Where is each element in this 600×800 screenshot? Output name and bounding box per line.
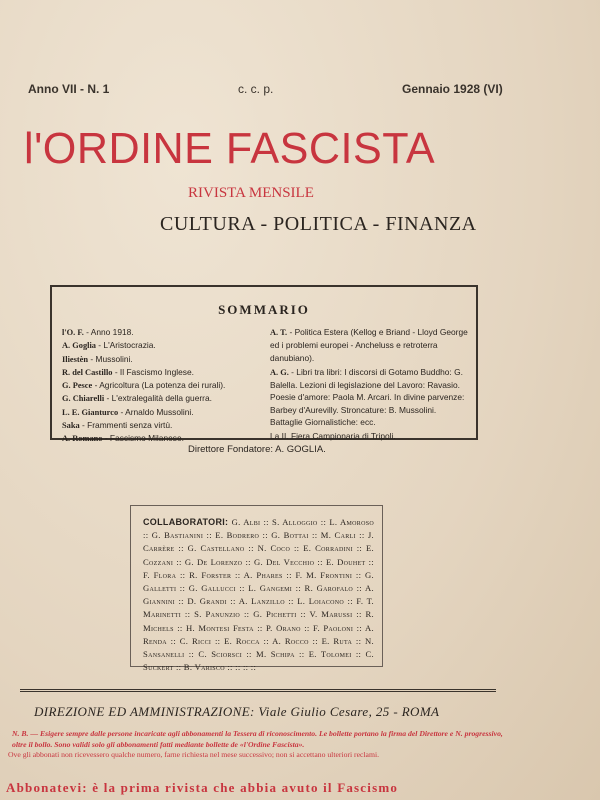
toc-left-column (62, 326, 267, 446)
note-2: Ove gli abbonati non ricevessero qualche numero, farne richiesta nel mese successivo; non si accettano ulteriori reclami. (8, 750, 379, 759)
toc-entry (62, 353, 267, 366)
toc-entry (62, 419, 267, 432)
toc-article-title: - L'extralegalità della guerra. (106, 393, 212, 404)
toc-entry (62, 406, 267, 419)
toc-author: A. Romano (62, 434, 103, 444)
toc-right-column (270, 326, 470, 445)
toc-author: G. Chiarelli (62, 394, 105, 404)
collaborators-label: COLLABORATORI: (143, 517, 229, 527)
toc-article-title: - Agricoltura (La potenza dei rurali). (94, 380, 226, 391)
divider (20, 689, 496, 692)
toc-author: A. G. (270, 367, 289, 377)
toc-entry (62, 326, 267, 339)
administration-address: DIREZIONE ED AMMINISTRAZIONE: Viale Giulio Cesare, 25 - ROMA (34, 704, 440, 719)
toc-article-title: - Arnaldo Mussolini. (120, 406, 194, 417)
toc-author: G. Pesce (62, 381, 93, 391)
magazine-title: l'ORDINE FASCISTA (24, 124, 436, 173)
issue-date: Gennaio 1928 (VI) (402, 82, 503, 96)
toc-author: l'O. F. (62, 328, 84, 337)
ccp-label: c. c. p. (238, 82, 274, 96)
toc-article-title: - Libri tra libri: I discorsi di Gotamo Buddho: G. Balella. Lezioni di legislazione del Lavoro: Ravasio. Poesie d'amore: Paola M. Arcari. In divine parvenze: Barbey d'Aurevilly. Stroncature: B. Mussolini. Battaglie Giornalistiche: ecc. (270, 366, 465, 428)
toc-author: A. T. (270, 328, 288, 337)
toc-title: SOMMARIO (218, 302, 310, 317)
toc-author: R. del Castillo (62, 367, 113, 377)
toc-article-title: - L'Aristocrazia. (98, 340, 156, 351)
toc-article-title: - Frammenti senza virtù. (82, 420, 173, 431)
toc-entry (270, 366, 470, 428)
toc-entry (270, 326, 470, 364)
issue-number: Anno VII - N. 1 (28, 82, 110, 96)
toc-entry (62, 392, 267, 405)
toc-entry (270, 430, 470, 442)
toc-article-title: La II. Fiera Campionaria di Tripoli. (270, 431, 396, 442)
toc-article-title: - Politica Estera (Kellog e Briand - Lloyd George ed i problemi europei - Ancheluss e retroterra danubiano). (270, 327, 468, 363)
subscription-notes (4, 729, 504, 761)
toc-author: L. E. Gianturco (62, 407, 119, 417)
table-of-contents (50, 285, 478, 444)
collaborators-names: G. Albi :: S. Alloggio :: L. Amoroso :: G. Bastianini :: E. Bodrero :: G. Bottai :: M. Carli :: J. Carrère :: G. Castellano :: N. Coco :: E. Corradini :: E. Cozzani :: G. De Lorenzo :: G. Del Vecchio :: E. Douhet :: F. Flora :: R. Forster :: A. Phares :: F. M. Frontini :: G. Galletti :: G. Gallucci :: L. Gangemi :: R. Garofalo :: A. Giannini :: D. Grandi :: A. Lanzillo :: L. Loiacono :: F. T. Marinetti :: S. Panunzio :: G. Pichetti :: V. Marussi :: R. Michels :: H. Montesi Festa :: P. Orano :: F. Paoloni :: A. Renda :: C. Ricci :: E. Rocca :: A. Rocco :: E. Ruta :: N. Sansanelli :: C. Sciorsci :: M. Schipa :: E. Tolomei :: C. Suckert :: B. Varisco :: :: :: :: (143, 517, 375, 673)
toc-entry (62, 366, 267, 379)
toc-author: Saka (62, 421, 80, 431)
subscribe-slogan: Abbonatevi: è la prima rivista che abbia avuto il Fascismo (6, 780, 399, 795)
magazine-subtitle: RIVISTA MENSILE (188, 185, 314, 201)
magazine-topics: CULTURA - POLITICA - FINANZA (160, 213, 477, 235)
note-1: N. B. — Esigere sempre dalle persone incaricate agli abbonamenti la Tessera di riconoscimento. Le bollette portano la firma del Direttore e N. progressivo, oltre il bollo. Sono validi solo gli abbonamenti fatti mediante bollette de «l'Ordine Fascista». (12, 729, 503, 749)
toc-article-title: - Fascismo Milanese. (104, 433, 184, 444)
director-line: Direttore Fondatore: A. GOGLIA. (188, 444, 326, 455)
toc-author: Iliestèn (62, 354, 89, 364)
toc-author: A. Goglia (62, 341, 96, 351)
toc-article-title: - Anno 1918. (86, 327, 134, 337)
toc-entry (62, 339, 267, 352)
toc-article-title: - Mussolini. (90, 353, 133, 364)
toc-entry (62, 379, 267, 392)
collaborators-box (130, 505, 383, 673)
toc-article-title: - Il Fascismo Inglese. (114, 366, 194, 377)
